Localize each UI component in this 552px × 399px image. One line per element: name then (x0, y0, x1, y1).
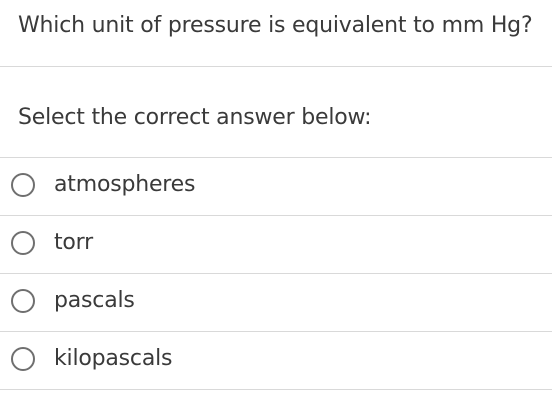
answer-option-label: torr (54, 230, 93, 255)
divider (0, 66, 552, 67)
answer-options (0, 158, 552, 390)
radio-button[interactable] (11, 289, 35, 313)
radio-button[interactable] (11, 347, 35, 371)
answer-option-torr[interactable] (0, 216, 552, 274)
question-text: Which unit of pressure is equivalent to mm Hg? (18, 13, 533, 38)
radio-button[interactable] (11, 231, 35, 255)
answer-option-atmospheres[interactable] (0, 158, 552, 216)
answer-option-pascals[interactable] (0, 274, 552, 332)
answer-option-kilopascals[interactable] (0, 332, 552, 390)
answer-option-label: kilopascals (54, 346, 173, 371)
answer-option-label: pascals (54, 288, 135, 313)
radio-button[interactable] (11, 173, 35, 197)
answer-prompt: Select the correct answer below: (18, 105, 372, 130)
answer-option-label: atmospheres (54, 172, 196, 197)
